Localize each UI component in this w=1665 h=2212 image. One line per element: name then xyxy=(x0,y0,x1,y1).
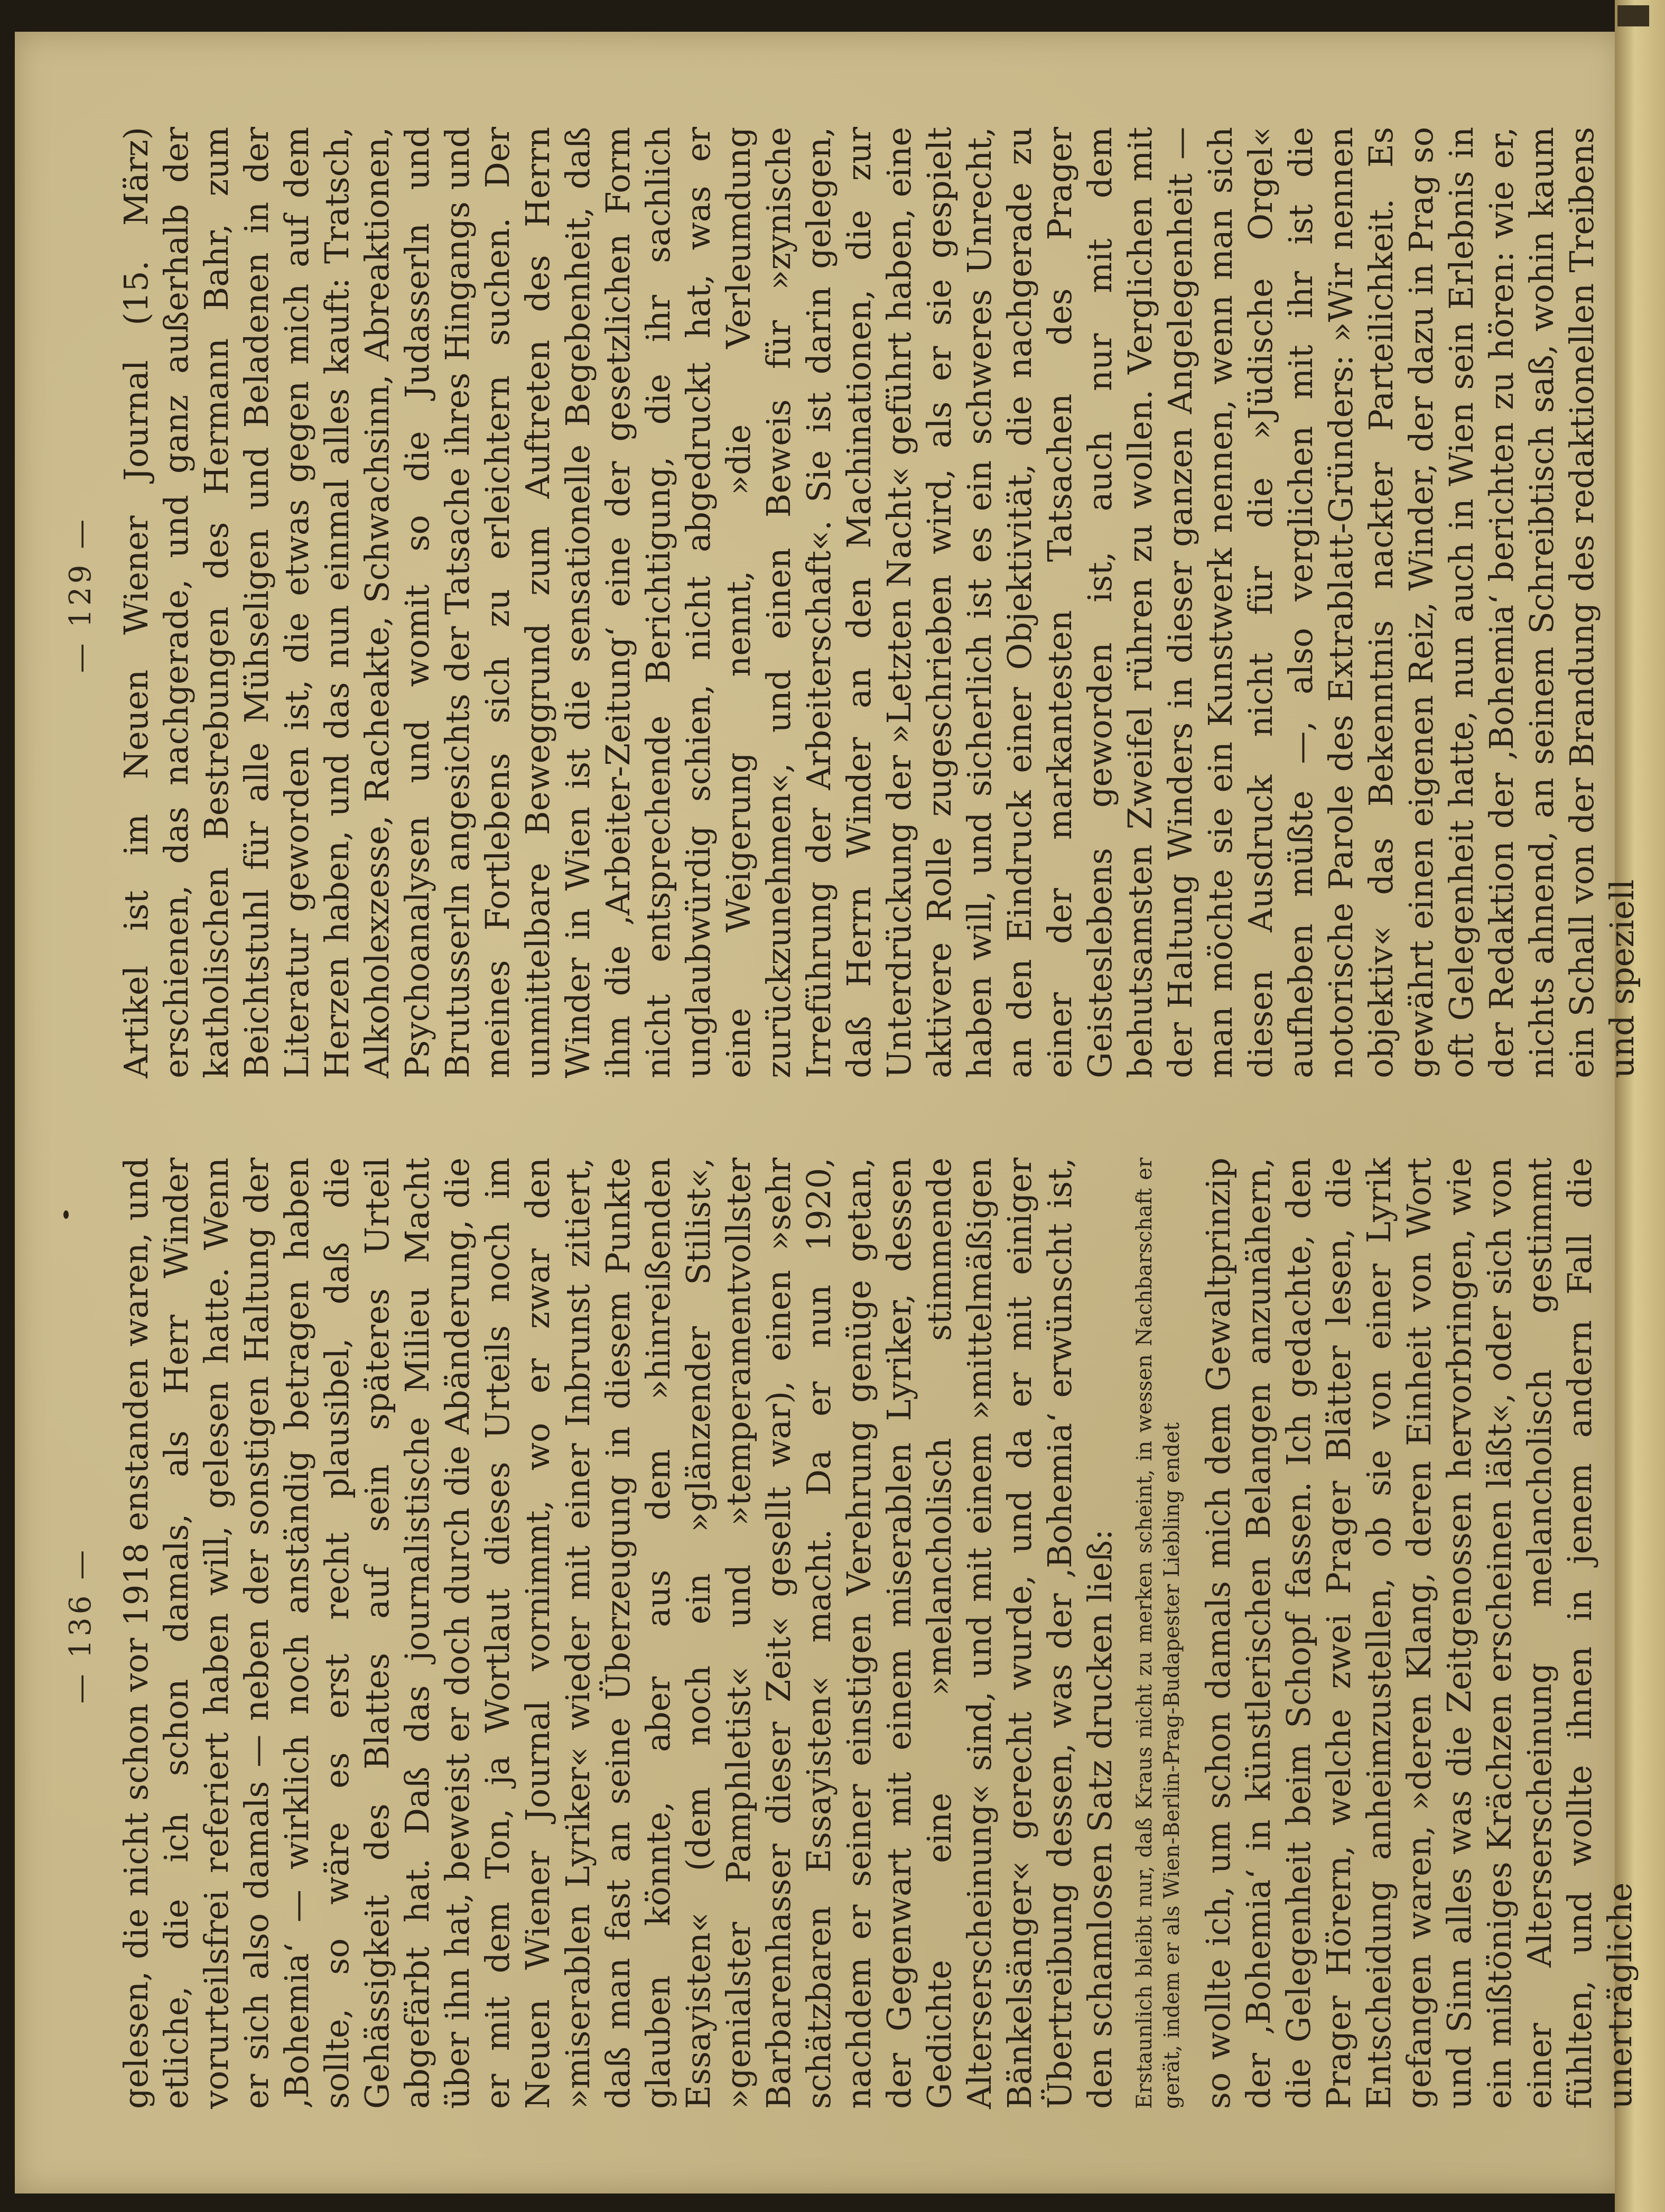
page-number-129: — 129 — xyxy=(63,516,98,673)
page-number-136: — 136 — xyxy=(63,1547,98,1704)
footnote: Erstaunlich bleibt nur, daß Kraus nicht zu merken scheint, in wessen Nachbarschaft er gerät, indem er als Wien-Berlin-Prag-Budapester Liebling endet xyxy=(1132,1158,1184,2109)
right-text-column xyxy=(116,127,1648,1078)
ink-speck xyxy=(63,1210,69,1219)
rotated-spread xyxy=(63,79,1641,2141)
left-page xyxy=(63,1110,1639,2141)
left-text-column xyxy=(116,1158,1645,2109)
left-paragraph: gelesen, die nicht schon vor 1918 enstanden waren, und etliche, die ich schon damals, als Herr Winder vorurteilsfrei referiert haben will, gelesen hatte. Wenn er sich also damals — neben der sonstigen Haltung der ‚Bohemia‘ — wirklich noch anständig betragen haben sollte, so wäre es erst recht plausibel, daß die Gehässigkeit des Blattes auf sein späteres Urteil abgefärbt hat. Daß das journalistische Milieu Macht über ihn hat, beweist er doch durch die Abänderung, die er mit dem Ton, ja Wortlaut dieses Urteils noch im Neuen Wiener Journal vornimmt, wo er zwar den »miserablen Lyriker« wieder mit einer Inbrunst zitiert, daß man fast an seine Überzeugung in diesem Punkte glauben könnte, aber aus dem »hinreißenden Essayisten« (dem noch ein »glänzender Stilist«, »genialster Pamphletist« und »temperamentvollster Barbarenhasser dieser Zeit« gesellt war), einen »sehr schätzbaren Essayisten« macht. Da er nun 1920, nachdem er seiner einstigen Verehrung genüge getan, der Gegenwart mit einem miserablen Lyriker, dessen Gedichte eine »melancholisch stimmende Alterserscheinung« sind, und mit einem »mittelmäßigen Bänkelsänger« gerecht wurde, und da er mit einiger Übertreibung dessen, was der ‚Bohemia‘ erwünscht ist, den schamlosen Satz drucken ließ: xyxy=(117,1158,1119,2109)
binding-corner xyxy=(1617,5,1649,26)
right-paragraph: Artikel ist im Neuen Wiener Journal (15. März) erschienen, das nachgerade, und ganz außerhalb der katholischen Bestrebungen des Hermann Bahr, zum Beichtstuhl für alle Mühseligen und Beladenen in der Literatur geworden ist, die etwas gegen mich auf dem Herzen haben, und das nun einmal alles kauft: Tratsch, Alkoholexzesse, Racheakte, Schwachsinn, Abreaktionen, Psychoanalysen und womit so die Judasserln und Brutusserln angesichts der Tatsache ihres Hingangs und meines Fortlebens sich zu erleichtern suchen. Der unmittelbare Beweggrund zum Auftreten des Herrn Winder in Wien ist die sensationelle Begebenheit, daß ihm die ‚Arbeiter-Zeitung‘ eine der gesetzlichen Form nicht entsprechende Berichtigung, die ihr sachlich unglaubwürdig schien, nicht abgedruckt hat, was er eine Weigerung nennt, »die Verleumdung zurückzunehmen«, und einen Beweis für »zynische Irreführung der Arbeiterschaft«. Sie ist darin gelegen, daß Herrn Winder an den Machinationen, die zur Unterdrückung der »Letzten Nacht« geführt haben, eine aktivere Rolle zugeschrieben wird, als er sie gespielt haben will, und sicherlich ist es ein schweres Unrecht, an den Eindruck einer Objektivität, die nachgerade zu einer der markantesten Tatsachen des Prager Geisteslebens geworden ist, auch nur mit dem behutsamsten Zweifel rühren zu wollen. Verglichen mit der Haltung Winders in dieser ganzen Angelegenheit — man möchte sie ein Kunstwerk nennen, wenn man sich diesen Ausdruck nicht für die »Jüdische Orgel« aufheben müßte —, also verglichen mit ihr ist die notorische Parole des Extrablatt-Gründers: »Wir nennen objektiv« das Bekenntnis nackter Parteilichkeit. Es gewährt einen eigenen Reiz, Winder, der dazu in Prag so oft Gelegenheit hatte, nun auch in Wien sein Erlebnis in der Redaktion der ‚Bohemia‘ berichten zu hören: wie er, nichts ahnend, an seinem Schreibtisch saß, wohin kaum ein Schall von der Brandung des redaktionellen Treibens und speziell xyxy=(117,127,1641,1078)
left-closing-paragraph: so wollte ich, um schon damals mich dem Gewaltprinzip der ‚Bohemia‘ in künstlerischen Belangen anzunähern, die Gelegenheit beim Schopf fassen. Ich gedachte, den Prager Hörern, welche zwei Prager Blätter lesen, die Entscheidung anheimzustellen, ob sie von einer Lyrik gefangen waren, »deren Klang, deren Einheit von Wort und Sinn alles was die Zeitgenossen hervorbringen, wie ein mißtöniges Krächzen erscheinen läßt«, oder sich von einer Alterserscheinung melancholisch gestimmt fühlten, und wollte ihnen in jenem andern Fall die unerträgliche xyxy=(1199,1158,1639,2109)
right-page xyxy=(63,79,1641,1110)
